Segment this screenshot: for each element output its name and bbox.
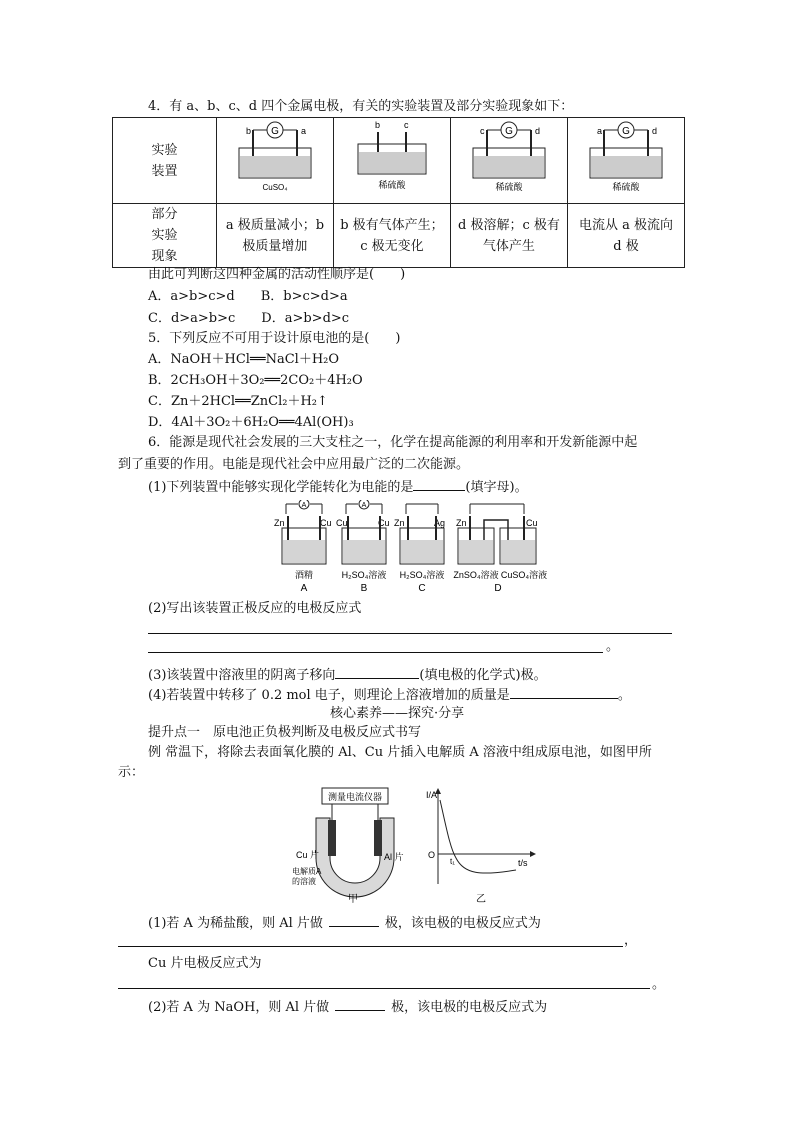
q5-option-c: C．Zn＋2HCl══ZnCl₂＋H₂↑ — [148, 394, 328, 409]
svg-text:测量电流仪器: 测量电流仪器 — [327, 792, 383, 802]
svg-text:I/A: I/A — [426, 790, 438, 800]
apparatus-diagram-4 — [576, 118, 676, 196]
figure-yi — [420, 786, 540, 906]
phenomenon-1: a 极质量减小；b 极质量增加 — [216, 204, 333, 268]
svg-text:CuSO₄溶液: CuSO₄溶液 — [500, 570, 548, 580]
answer-blank-e1[interactable] — [329, 912, 379, 927]
experiment-table — [112, 117, 685, 268]
svg-text:t/s: t/s — [518, 858, 528, 868]
svg-text:a: a — [596, 126, 602, 136]
svg-text:甲: 甲 — [348, 894, 358, 905]
answer-blank-4[interactable] — [510, 684, 618, 699]
apparatus-cell-3 — [450, 118, 567, 204]
q6-part-2: (2)写出该装置正极反应的电极反应式 — [148, 601, 362, 616]
device-d — [453, 504, 547, 594]
svg-text:A: A — [361, 502, 367, 509]
q5-stem: 5．下列反应不可用于设计原电池的是( ) — [148, 331, 401, 346]
example-q1: (1)若 A 为稀盐酸，则 Al 片做 极，该电极的电极反应式为 — [148, 912, 541, 933]
answer-blank-1[interactable] — [413, 476, 465, 491]
q4-option-line-1: A．a>b>c>d B．b>c>d>a — [148, 289, 348, 304]
svg-text:D: D — [494, 583, 502, 594]
svg-text:G: G — [271, 126, 279, 137]
svg-text:A: A — [301, 502, 307, 509]
svg-text:稀硫酸: 稀硫酸 — [495, 182, 523, 192]
svg-text:B: B — [360, 583, 368, 594]
svg-text:的溶液: 的溶液 — [292, 877, 316, 886]
svg-text:电解质A: 电解质A — [292, 867, 322, 876]
figure-jia — [288, 786, 418, 906]
example-q2: (2)若 A 为 NaOH，则 Al 片做 极，该电极的电极反应式为 — [148, 996, 547, 1017]
svg-text:b: b — [245, 126, 251, 136]
svg-text:稀硫酸: 稀硫酸 — [612, 182, 640, 192]
svg-text:Cu: Cu — [526, 518, 538, 528]
svg-text:H₂SO₄溶液: H₂SO₄溶液 — [341, 570, 387, 580]
q6-part-1: (1)下列装置中能够实现化学能转化为电能的是 (填字母)。 — [148, 476, 528, 497]
row-label-phenomenon: 部分 实验 现象 — [113, 204, 217, 268]
period: 。 — [606, 639, 620, 654]
svg-text:G: G — [622, 126, 630, 137]
svg-text:Cu 片: Cu 片 — [296, 850, 320, 860]
answer-blank-e2[interactable] — [335, 996, 385, 1011]
svg-text:Al 片: Al 片 — [384, 852, 404, 862]
svg-text:H₂SO₄溶液: H₂SO₄溶液 — [399, 570, 445, 580]
svg-text:Cu: Cu — [378, 518, 390, 528]
svg-text:Cu: Cu — [320, 518, 332, 528]
answer-blank-3[interactable] — [335, 664, 419, 679]
phenomenon-4: 电流从 a 极流向 d 极 — [567, 204, 684, 268]
svg-text:ZnSO₄溶液: ZnSO₄溶液 — [453, 570, 499, 580]
svg-text:Zn: Zn — [394, 518, 405, 528]
svg-text:Cu: Cu — [336, 518, 348, 528]
example-line-1: 例 常温下，将除去表面氧化膜的 Al、Cu 片插入电解质 A 溶液中组成原电池，如图甲所 — [148, 745, 652, 760]
answer-line-e2[interactable] — [118, 988, 650, 989]
svg-text:酒精: 酒精 — [294, 570, 314, 580]
apparatus-diagram-1 — [225, 118, 325, 196]
q4-question: 由此可判断这四种金属的活动性顺序是( ) — [148, 267, 406, 282]
q4-option-line-2: C．d>a>b>c D．a>b>d>c — [148, 311, 350, 326]
q6-devices-figure — [270, 500, 560, 596]
apparatus-cell-4 — [567, 118, 684, 204]
svg-text:t₁: t₁ — [450, 857, 455, 866]
q5-option-d: D．4Al＋3O₂＋6H₂O══4Al(OH)₃ — [148, 415, 354, 430]
svg-text:乙: 乙 — [476, 894, 486, 905]
svg-text:a: a — [300, 126, 306, 136]
cu-electrode-line: Cu 片电极反应式为 — [148, 956, 262, 971]
device-c — [394, 504, 445, 594]
tip-heading: 提升点一 原电池正负极判断及电极反应式书写 — [148, 725, 422, 740]
apparatus-diagram-2 — [342, 118, 442, 196]
q6-part-3: (3)该装置中溶液里的阴离子移向 (填电极的化学式)极。 — [148, 664, 547, 685]
q4-stem: 4．有 a、b、c、d 四个金属电极，有关的实验装置及部分实验现象如下： — [148, 99, 574, 114]
q5-option-a: A．NaOH＋HCl══NaCl＋H₂O — [148, 352, 340, 367]
phenomenon-2: b 极有气体产生； c 极无变化 — [333, 204, 450, 268]
q6-stem-line-1: 6．能源是现代社会发展的三大支柱之一，化学在提高能源的利用率和开发新能源中起 — [148, 435, 638, 450]
svg-text:b: b — [374, 120, 380, 130]
svg-text:d: d — [651, 126, 657, 136]
svg-text:G: G — [505, 126, 513, 137]
svg-text:d: d — [534, 126, 540, 136]
q5-option-b: B．2CH₃OH＋3O₂══2CO₂＋4H₂O — [148, 373, 363, 388]
example-line-2: 示： — [118, 765, 145, 780]
apparatus-cell-1 — [216, 118, 333, 204]
svg-text:C: C — [418, 583, 426, 594]
period-2: 。 — [652, 977, 666, 992]
row-label-apparatus: 实验 装置 — [113, 118, 217, 204]
svg-text:Ag: Ag — [434, 518, 446, 528]
svg-text:Zn: Zn — [456, 518, 467, 528]
apparatus-cell-2 — [333, 118, 450, 204]
svg-text:c: c — [479, 126, 485, 136]
svg-text:稀硫酸: 稀硫酸 — [378, 180, 406, 190]
q6-stem-line-2: 到了重要的作用。电能是现代社会中应用最广泛的二次能源。 — [118, 457, 470, 472]
phenomenon-3: d 极溶解；c 极有 气体产生 — [450, 204, 567, 268]
q6-part-4: (4)若装置中转移了 0.2 mol 电子，则理论上溶液增加的质量是 。 — [148, 684, 631, 705]
section-title: 核心素养——探究·分享 — [330, 706, 465, 721]
device-b — [336, 500, 390, 594]
svg-text:c: c — [403, 120, 409, 130]
svg-text:O: O — [428, 850, 436, 860]
answer-line-e1[interactable] — [118, 946, 623, 947]
svg-text:Zn: Zn — [274, 518, 285, 528]
apparatus-diagram-3 — [459, 118, 559, 196]
device-a — [274, 500, 332, 594]
comma: ， — [624, 933, 638, 948]
svg-text:A: A — [300, 583, 308, 594]
answer-line-2b[interactable] — [148, 652, 603, 653]
svg-text:CuSO₄: CuSO₄ — [262, 183, 288, 192]
answer-line-2a[interactable] — [148, 633, 672, 634]
